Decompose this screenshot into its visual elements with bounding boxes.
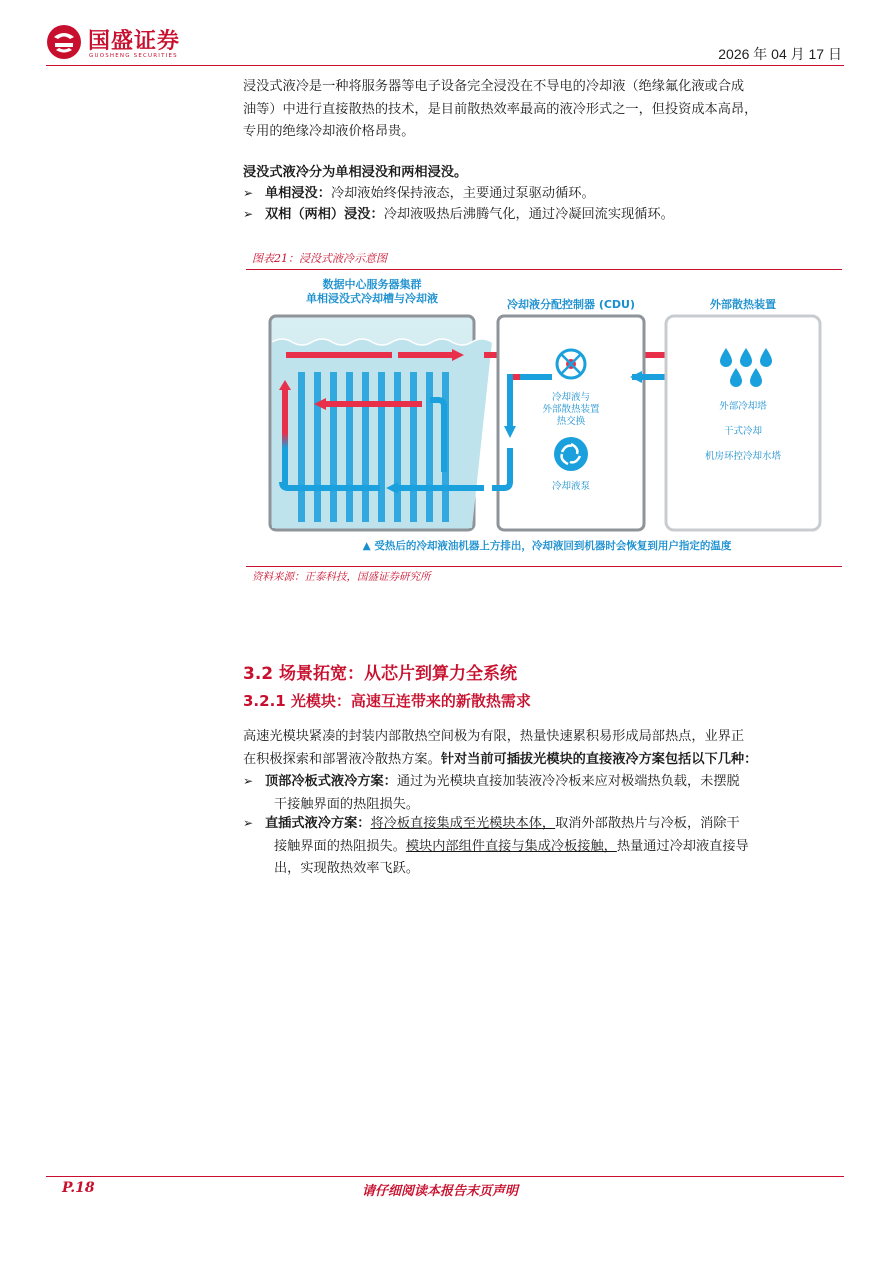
- figure-source: 资料来源：正泰科技，国盛证券研究所: [252, 571, 431, 583]
- disclaimer-notice: 请仔细阅读本报告末页声明: [362, 1184, 519, 1199]
- figure-bottom-rule: [246, 566, 842, 567]
- bullet-arrow-icon: ➢: [243, 774, 254, 788]
- figure-caption: 图表21：浸没式液冷示意图: [252, 252, 387, 265]
- section-heading: 3.2 场景拓宽：从芯片到算力全系统: [243, 664, 518, 684]
- guosheng-logo-icon: [46, 24, 82, 60]
- external-title: 外部散热装置: [710, 298, 776, 311]
- immersion-cooling-diagram: [252, 276, 842, 562]
- external-item: 机房环控冷却水塔: [704, 451, 781, 462]
- intro-line: 油等）中进行直接散热的技术，是目前散热效率最高的液冷形式之一，但投资成本高昂，: [243, 101, 758, 117]
- intro-line: 浸没式液冷是一种将服务器等电子设备完全浸没在不导电的冷却液（绝缘氟化液或合成: [243, 79, 745, 94]
- external-item: 干式冷却: [723, 426, 762, 437]
- figure-top-rule: [246, 269, 842, 270]
- tank-title: 数据中心服务器集群 单相浸没式冷却槽与冷却液: [306, 278, 438, 305]
- external-item: 外部冷却塔: [719, 401, 767, 412]
- report-date: 2026 年 04 月 17 日: [718, 46, 842, 62]
- bullet-arrow-icon: ➢: [243, 186, 254, 200]
- type-item: ➢ 双相（两相）浸没：冷却液吸热后沸腾气化，通过冷凝回流实现循环。: [243, 203, 674, 227]
- solution-item: ➢ 顶部冷板式液冷方案：通过为光模块直接加装液冷冷板来应对极端热负载，未摆脱 干接触界面的热阻损失。: [243, 770, 843, 816]
- cdu-exchange-label: 冷却液与 外部散热装置 热交换: [542, 392, 600, 427]
- logo-subtext: GUOSHENG SECURITIES: [89, 53, 178, 59]
- subsection-heading: 3.2.1 光模块：高速互连带来的新散热需求: [243, 692, 531, 710]
- cdu-title: 冷却液分配控制器 (CDU): [506, 298, 636, 311]
- paragraph-line: 在积极探索和部署液冷散热方案。针对当前可插拔光模块的直接液冷方案包括以下几种：: [243, 751, 758, 767]
- type-item: ➢ 单相浸没：冷却液始终保持液态，主要通过泵驱动循环。: [243, 182, 595, 206]
- solution-item: ➢ 直插式液冷方案：将冷板直接集成至光模块本体，取消外部散热片与冷板，消除干 接触界面的热阻损失。模块内部组件直接与集成冷板接触，热量通过冷却液直接导 出，实现散热效率飞跃。: [243, 812, 843, 881]
- diagram-bottom-note: ▲ 受热后的冷却液油机器上方排出，冷却液回到机器时会恢复到用户指定的温度: [362, 540, 732, 552]
- optical-module-paragraph: [243, 726, 843, 771]
- header-rule: [46, 65, 844, 66]
- bullet-arrow-icon: ➢: [243, 816, 254, 830]
- intro-line: 专用的绝缘冷却液价格昂贵。: [243, 124, 415, 139]
- company-logo: [46, 22, 226, 62]
- pump-label: 冷却液泵: [551, 481, 590, 492]
- paragraph-line: 高速光模块紧凑的封装内部散热空间极为有限，热量快速累积易形成局部热点，业界正: [243, 729, 745, 744]
- intro-paragraph: [243, 76, 843, 144]
- page-number: P.18: [62, 1180, 95, 1196]
- types-heading: 浸没式液冷分为单相浸没和两相浸没。: [243, 165, 468, 180]
- bullet-arrow-icon: ➢: [243, 207, 254, 221]
- footer-rule: [46, 1176, 844, 1177]
- logo-text: 国盛证券: [88, 29, 181, 54]
